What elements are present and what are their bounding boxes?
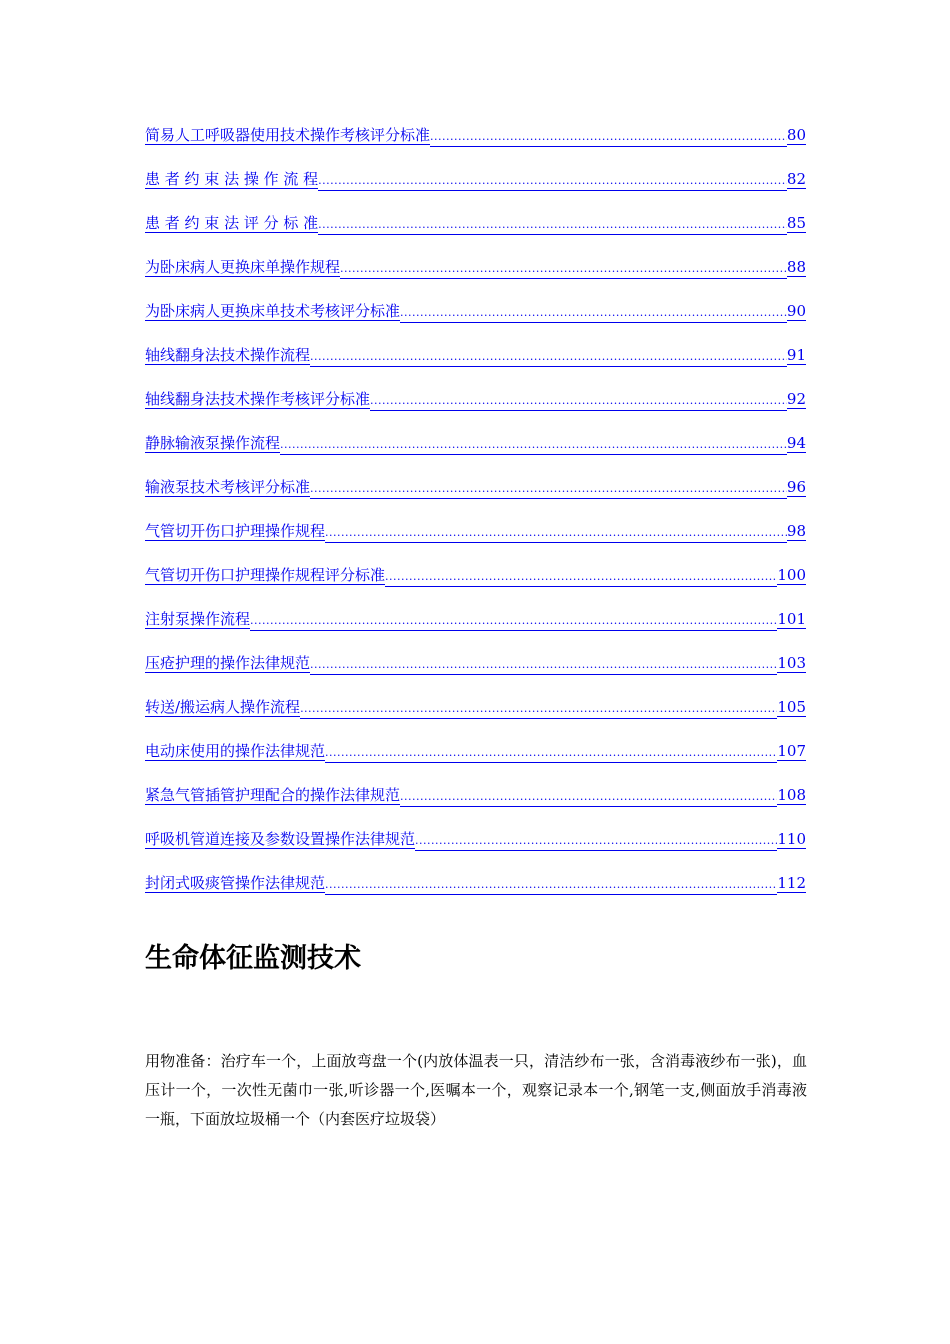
toc-dot-leader (310, 348, 787, 367)
toc-entry-link[interactable] (145, 522, 806, 566)
toc-entry-title: 电动床使用的操作法律规范 (145, 742, 326, 760)
toc-entry-link[interactable] (145, 830, 806, 874)
toc-entry-title: 注射泵操作流程 (145, 610, 251, 628)
toc-entry-title: 为卧床病人更换床单操作规程 (145, 258, 341, 276)
toc-entry-link[interactable] (145, 346, 806, 390)
toc-dot-leader (430, 128, 787, 147)
toc-entry-link[interactable] (145, 786, 806, 830)
toc-entry-link[interactable] (145, 258, 806, 302)
toc-entry-link[interactable] (145, 478, 806, 522)
toc-dot-leader (318, 216, 787, 235)
toc-page-number: 96 (786, 478, 806, 496)
toc-dot-leader (310, 480, 787, 499)
toc-dot-leader (310, 656, 777, 675)
toc-entry-link[interactable] (145, 214, 806, 258)
toc-dot-leader (250, 612, 777, 631)
toc-entry-title: 转送/搬运病人操作流程 (145, 698, 301, 716)
toc-entry-title: 气管切开伤口护理操作规程评分标准 (145, 566, 386, 584)
toc-dot-leader (370, 392, 787, 411)
toc-page-number: 108 (777, 786, 806, 804)
toc-dot-leader (325, 876, 777, 895)
supplies-paragraph: 用物准备：治疗车一个，上面放弯盘一个(内放体温表一只，清洁纱布一张，含消毒液纱布一张)，血压计一个，一次性无菌巾一张,听诊器一个,医嘱本一个，观察记录本一个,钢笔一支,侧面放手消毒液一瓶，下面放垃圾桶一个（内套医疗垃圾袋） (145, 1052, 807, 1128)
toc-entry-title: 患 者 约 束 法 评 分 标 准 (145, 214, 319, 232)
toc-page-number: 80 (786, 126, 806, 144)
toc-entry-link[interactable] (145, 610, 806, 654)
toc-dot-leader (400, 304, 787, 323)
toc-dot-leader (325, 524, 787, 543)
toc-page-number: 105 (777, 698, 806, 716)
toc-entry-link[interactable] (145, 698, 806, 742)
toc-entry-link[interactable] (145, 654, 806, 698)
toc-entry-title: 封闭式吸痰管操作法律规范 (145, 874, 326, 892)
section-heading: 生命体征监测技术 (145, 943, 361, 974)
toc-entry-title: 呼吸机管道连接及参数设置操作法律规范 (145, 830, 416, 848)
toc-entry-link[interactable] (145, 126, 806, 170)
toc-page-number: 98 (786, 522, 806, 540)
toc-entry-title: 患 者 约 束 法 操 作 流 程 (145, 170, 319, 188)
toc-dot-leader (385, 568, 777, 587)
toc-dot-leader (400, 788, 777, 807)
toc-page-number: 85 (786, 214, 806, 232)
toc-dot-leader (325, 744, 777, 763)
toc-entry-link[interactable] (145, 390, 806, 434)
toc-entry-title: 为卧床病人更换床单技术考核评分标准 (145, 302, 401, 320)
toc-page-number: 92 (786, 390, 806, 408)
toc-entry-title: 轴线翻身法技术操作考核评分标准 (145, 390, 371, 408)
toc-page-number: 91 (786, 346, 806, 364)
toc-entry-link[interactable] (145, 170, 806, 214)
toc-page-number: 103 (777, 654, 806, 672)
toc-dot-leader (280, 436, 787, 455)
toc-entry-title: 紧急气管插管护理配合的操作法律规范 (145, 786, 401, 804)
toc-entry-title: 压疮护理的操作法律规范 (145, 654, 311, 672)
toc-entry-title: 静脉输液泵操作流程 (145, 434, 281, 452)
toc-dot-leader (318, 172, 787, 191)
toc-page-number: 90 (786, 302, 806, 320)
toc-dot-leader (340, 260, 787, 279)
toc-entry-link[interactable] (145, 874, 806, 918)
toc-entry-title: 气管切开伤口护理操作规程 (145, 522, 326, 540)
toc-entry-title: 简易人工呼吸器使用技术操作考核评分标准 (145, 126, 431, 144)
toc-dot-leader (415, 832, 777, 851)
toc-page-number: 100 (777, 566, 806, 584)
toc-entry-link[interactable] (145, 434, 806, 478)
toc-page-number: 88 (786, 258, 806, 276)
toc-entry-link[interactable] (145, 302, 806, 346)
toc-entry-title: 输液泵技术考核评分标准 (145, 478, 311, 496)
toc-entry-link[interactable] (145, 742, 806, 786)
toc-dot-leader (300, 700, 777, 719)
table-of-contents (145, 126, 806, 918)
toc-page-number: 107 (777, 742, 806, 760)
toc-page-number: 82 (786, 170, 806, 188)
toc-entry-title: 轴线翻身法技术操作流程 (145, 346, 311, 364)
toc-entry-link[interactable] (145, 566, 806, 610)
toc-page-number: 112 (777, 874, 806, 892)
toc-page-number: 110 (777, 830, 806, 848)
toc-page-number: 94 (786, 434, 806, 452)
toc-page-number: 101 (777, 610, 806, 628)
